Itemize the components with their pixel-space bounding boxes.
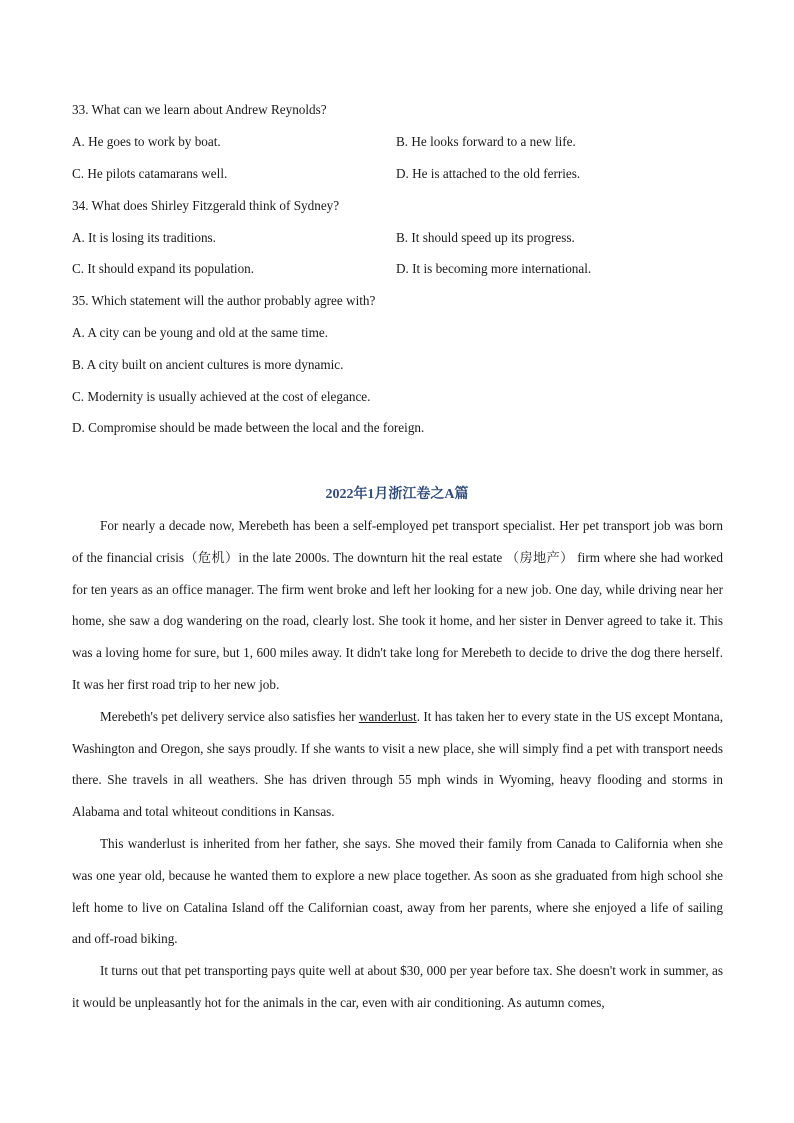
article-paragraph-4: It turns out that pet transporting pays quite well at about $30, 000 per year before tax. She doesn't work in summer, as it would be unpleasantly hot for the animals in the car, even with air conditioning. As autumn comes, [72, 963, 723, 1010]
article-body [72, 510, 723, 1019]
question-34-option-b: B. It should speed up its progress. [396, 230, 575, 245]
question-35-option-a: A. A city can be young and old at the same time. [72, 325, 328, 340]
question-33-option-b: B. He looks forward to a new life. [396, 134, 576, 149]
question-35-option-d: D. Compromise should be made between the local and the foreign. [72, 420, 425, 435]
question-33-option-a: A. He goes to work by boat. [72, 134, 221, 149]
underlined-word: wanderlust [358, 708, 417, 724]
question-35-stem: 35. Which statement will the author probably agree with? [72, 293, 376, 308]
question-34-stem: 34. What does Shirley Fitzgerald think of Sydney? [72, 198, 340, 213]
article-paragraph-2 [72, 701, 723, 828]
question-35-option-b: B. A city built on ancient cultures is more dynamic. [72, 357, 344, 372]
paragraph-2-text-before: Merebeth's pet delivery service also satisfies her [100, 708, 359, 724]
question-35-option-c: C. Modernity is usually achieved at the cost of elegance. [72, 389, 371, 404]
article-paragraph-3: This wanderlust is inherited from her father, she says. She moved their family from Canada to California when she was one year old, because he wanted them to explore a new place together. As soon as she graduated from high school she left home to live on Catalina Island off the Californian coast, away from her parents, where she enjoyed a life of sailing and off-road biking. [72, 835, 723, 947]
question-33-option-c: C. He pilots catamarans well. [72, 166, 228, 181]
question-34-option-d: D. It is becoming more international. [396, 261, 592, 276]
question-33-option-d: D. He is attached to the old ferries. [396, 166, 581, 181]
article-heading: 2022年1月浙江卷之A篇 [325, 487, 469, 502]
article-paragraph-1: For nearly a decade now, Merebeth has been a self-employed pet transport specialist. Her pet transport job was born of the financial crisis（危机）in the late 2000s. The downturn hit the real estate （房地产） firm where she had worked for ten years as an office manager. The firm went broke and left her looking for a new job. One day, while driving near her home, she saw a dog wandering on the road, clearly lost. She took it home, and her sister in Denver agreed to take it. This was a loving home for sure, but 1, 600 miles away. It didn't take long for Merebeth to decide to drive the dog there herself. It was her first road trip to her new job. [72, 518, 723, 692]
question-34-option-c: C. It should expand its population. [72, 261, 255, 276]
question-33-stem: 33. What can we learn about Andrew Reynolds? [72, 102, 327, 117]
paragraph-2-text-after: . It has taken her to every state in the US except Montana, Washington and Oregon, she says proudly. If she wants to visit a new place, she will simply find a pet with transport needs there. She travels in all weathers. She has driven through 55 mph winds in Wyoming, heavy flooding and storms in Alabama and total whiteout conditions in Kansas. [72, 708, 723, 820]
question-34-option-a: A. It is losing its traditions. [72, 230, 216, 245]
